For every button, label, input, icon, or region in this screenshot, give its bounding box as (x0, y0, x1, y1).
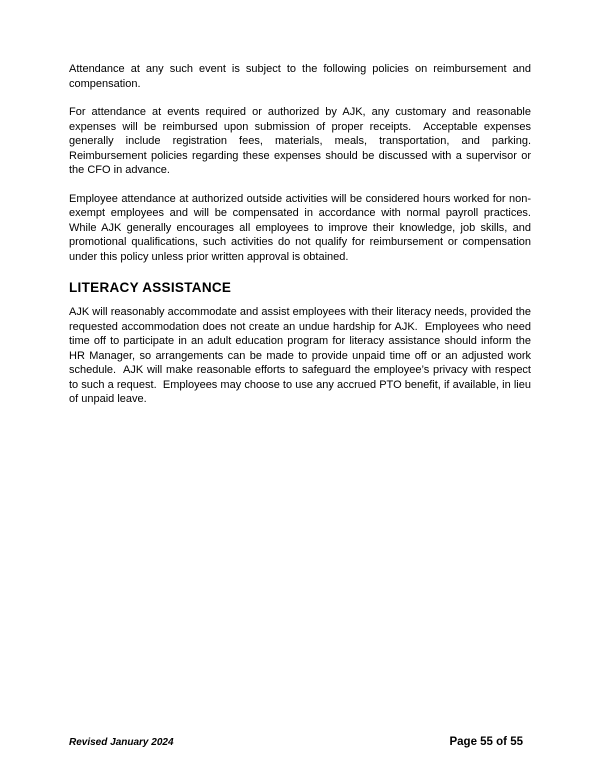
page-number: Page 55 of 55 (449, 736, 523, 748)
page-footer (69, 736, 531, 748)
paragraph-attendance-policy: Attendance at any such event is subject to the following policies on reimbursement and compensation. (69, 63, 535, 90)
section-heading-literacy-assistance: LITERACY ASSISTANCE (69, 280, 232, 295)
paragraph-outside-activities: Employee attendance at authorized outside activities will be considered hours worked for non-exempt employees and will be compensated in accordance with normal payroll practices. While AJK generally encourages all employees to improve their knowledge, job skills, and promotional qualifications, such activities do not qualify for reimbursement or compensation under this policy unless prior written approval is obtained. (69, 192, 538, 263)
revision-date: Revised January 2024 (69, 737, 174, 748)
paragraph-literacy-assistance: AJK will reasonably accommodate and assist employees with their literacy needs, provided the requested accommodation does not create an undue hardship for AJK. Employees who need time off to participate in an adult education program for literacy assistance should inform the HR Manager, so arrangements can be made to provide unpaid time off or an adjusted work schedule. AJK will make reasonable efforts to safeguard the employee’s privacy with respect to such a request. Employees may choose to use any accrued PTO benefit, if available, in lieu of unpaid leave. (69, 306, 535, 405)
document-body (69, 62, 538, 421)
paragraph-reimbursement-expenses: For attendance at events required or authorized by AJK, any customary and reasonable expenses will be reimbursed upon submission of proper receipts. Acceptable expenses generally include registration fees, materials, meals, transportation, and parking. Reimbursement policies regarding these expenses should be discussed with a supervisor or the CFO in advance. (69, 106, 538, 176)
